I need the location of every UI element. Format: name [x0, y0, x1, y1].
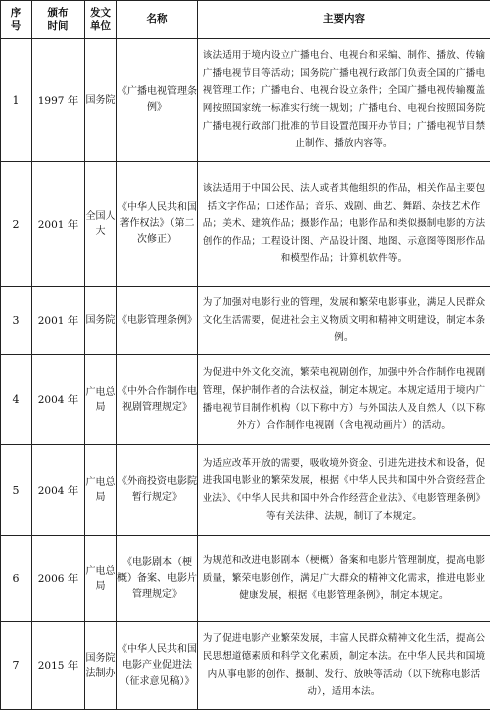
row-date: 2004 年: [32, 445, 85, 536]
row-unit: 广电总局: [85, 536, 117, 622]
row-unit: 广电总局: [85, 445, 117, 536]
row-date: 2001 年: [32, 162, 85, 287]
table-row: [1, 162, 490, 287]
row-num: 7: [1, 622, 32, 710]
row-content: 为了加强对电影行业的管理，发展和繁荣电影事业，满足人民群众文化生活需要，促进社会主义物质文明和精神文明建设，制定本条例。: [198, 287, 490, 355]
table-row: [1, 287, 490, 355]
table-row: [1, 355, 490, 445]
table-row: [1, 536, 490, 622]
row-num: 6: [1, 536, 32, 622]
row-unit: 国务院: [85, 287, 117, 355]
row-name: 《外商投资电影院暂行规定》: [117, 445, 198, 536]
header-num: 序号: [1, 1, 32, 39]
row-unit: 全国人大: [85, 162, 117, 287]
row-content: 为规范和改进电影剧本（梗概）备案和电影片管理制度，提高电影质量，繁荣电影创作，满足广大群众的精神文化需求，推进电影业健康发展，根据《电影管理条例》，制定本规定。: [198, 536, 490, 622]
row-num: 2: [1, 162, 32, 287]
table-row: [1, 445, 490, 536]
header-unit: 发文单位: [85, 1, 117, 39]
header-content: 主要内容: [198, 1, 490, 39]
row-name: 《中华人民共和国著作权法》（第二次修正）: [117, 162, 198, 287]
row-name: 《电影剧本（梗概）备案、电影片管理规定》: [117, 536, 198, 622]
row-num: 3: [1, 287, 32, 355]
header-name: 名称: [117, 1, 198, 39]
row-content: 该法适用于中国公民、法人或者其他组织的作品，相关作品主要包括文字作品；口述作品；音乐、戏剧、曲艺、舞蹈、杂技艺术作品；美术、建筑作品；摄影作品；电影作品和类似摄制电影的方法创作的作品；工程设计图、产品设计图、地图、示意图等图形作品和模型作品；计算机软件等。: [198, 162, 490, 287]
row-date: 2004 年: [32, 355, 85, 445]
row-name: 《广播电视管理条例》: [117, 39, 198, 162]
row-unit: 广电总局: [85, 355, 117, 445]
row-date: 2015 年: [32, 622, 85, 710]
row-unit: 国务院法制办: [85, 622, 117, 710]
row-name: 《中华人民共和国电影产业促进法（征求意见稿）》: [117, 622, 198, 710]
header-date: 颁布时间: [32, 1, 85, 39]
row-content: 为促进中外文化交流，繁荣电视剧创作，加强中外合作制作电视剧管理，保护制作者的合法权益，制定本规定。本规定适用于境内广播电视节目制作机构（以下称中方）与外国法人及自然人（以下称外方）合作制作电视剧（含电视动画片）的活动。: [198, 355, 490, 445]
row-content: 为了促进电影产业繁荣发展，丰富人民群众精神文化生活，提高公民思想道德素质和科学文化素质，制定本法。在中华人民共和国境内从事电影的创作、摄制、发行、放映等活动（以下统称电影活动），适用本法。: [198, 622, 490, 710]
table-row: [1, 622, 490, 710]
row-date: 2001 年: [32, 287, 85, 355]
row-name: 《中外合作制作电视剧管理规定》: [117, 355, 198, 445]
row-num: 4: [1, 355, 32, 445]
row-content: 为适应改革开放的需要，吸收境外资金、引进先进技术和设备，促进我国电影业的繁荣发展，根据《中华人民共和国中外合资经营企业法》、《中华人民共和国中外合作经营企业法》、《电影管理条例》等有关法律、法规，制订了本规定。: [198, 445, 490, 536]
row-num: 1: [1, 39, 32, 162]
table-header-row: [1, 1, 490, 39]
row-content: 该法适用于境内设立广播电台、电视台和采编、制作、播放、传输广播电视节目等活动；国务院广播电视行政部门负责全国的广播电视管理工作；广播电台、电视台设立条件；全国广播电视传输覆盖网按照国家统一标准实行统一规划；广播电台、电视台按照国务院广播电视行政部门批准的节目设置范围开办节目；广播电视节目禁止制作、播放内容等。: [198, 39, 490, 162]
row-num: 5: [1, 445, 32, 536]
table-row: [1, 39, 490, 162]
row-name: 《电影管理条例》: [117, 287, 198, 355]
row-date: 1997 年: [32, 39, 85, 162]
row-unit: 国务院: [85, 39, 117, 162]
row-date: 2006 年: [32, 536, 85, 622]
